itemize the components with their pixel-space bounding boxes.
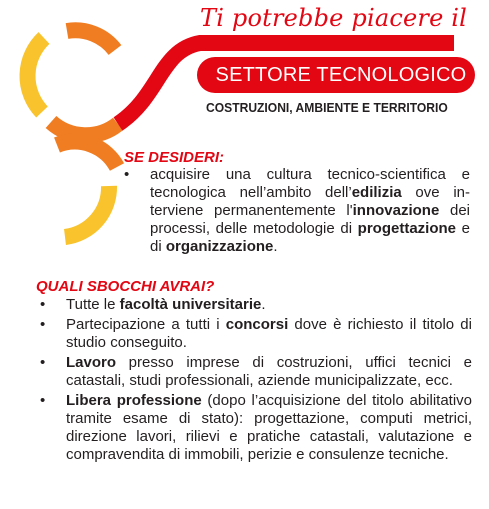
middle-orange-arc — [51, 122, 118, 135]
outlets-heading: QUALI SBOCCHI AVRAI? — [36, 278, 215, 295]
banner-title: SETTORE TECNOLOGICO — [215, 64, 467, 86]
top-yellow-arc — [28, 38, 44, 112]
list-item: • Partecipazione a tutti i concorsi dove è richiesto il titolo di studio conseguito. — [66, 316, 472, 352]
bottom-yellow-arc — [65, 186, 109, 237]
desires-list — [150, 166, 470, 256]
top-orange-arc — [67, 30, 115, 50]
list-item: • Libera professione (dopo l’acquisizione del titolo abilitativo tramite esame di stato): progettazione, computi metrici, direzione lavori, rilievi e pratiche catastali, valutazione e compravendita di immobili, perizie e consulenze tecniche. — [66, 392, 472, 464]
intro-tagline: Ti potrebbe piacere il — [200, 4, 468, 32]
outlets-list — [66, 296, 472, 466]
list-item: • Lavoro presso imprese di costruzioni, uffici tecnici e catastali, studi professionali, aziende municipalizzate, ecc. — [66, 354, 472, 390]
sector-subtitle: COSTRUZIONI, AMBIENTE E TERRITORIO — [206, 100, 448, 115]
list-item: • Tutte le facoltà universitarie. — [66, 296, 472, 314]
bottom-orange-arc — [57, 142, 117, 167]
desires-heading: SE DESIDERI: — [124, 149, 225, 166]
list-item: • acquisire una cultura tecnico-scientifica e tecnologica nell’ambito dell’edilizia ove interviene permanentemente l'innovazione dei processi, delle metodologie di progettazione e di organizzazione. — [150, 166, 470, 256]
